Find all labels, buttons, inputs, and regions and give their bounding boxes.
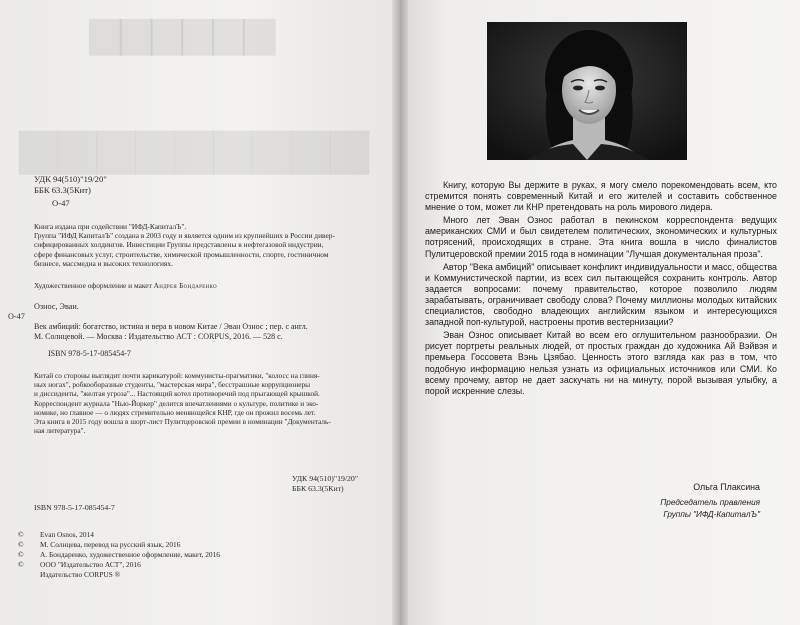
notice-line: Группа "ИФД КапиталЪ" создана в 2003 году и является одним из крупнейших в России дивер-: [34, 231, 335, 241]
isbn-secondary: ISBN 978-5-17-085454-7: [34, 503, 115, 512]
signature-role: Председатель правления: [660, 498, 760, 507]
biblio-line: М. Солнцевой. — Москва : Издательство АСТ : CORPUS, 2016. — 528 с.: [34, 332, 283, 341]
abstract-line: и диссиденты, "желтая угроза"... Настоящий котел противоречий под прыгающей крышкой.: [34, 389, 320, 399]
isbn-primary: ISBN 978-5-17-085454-7: [48, 349, 131, 358]
udk-line: УДК 94(510)"19/20": [292, 474, 359, 483]
copyright-row: [18, 570, 220, 580]
signature-name: Ольга Плаксина: [693, 482, 760, 492]
copyright-symbol: ©: [18, 530, 24, 539]
author-heading: Ознос, Эван.: [34, 302, 79, 311]
foreword-paragraph: Эван Ознос описывает Китай во всем его оглушительном разнообразии. Он рисует портреты реальных людей, от простых граждан до художника Ай Вэйвэя и премьера Госсовета Вэнь Цзябао. Ценность этого взгляда как раз в том, что подобную информацию нельзя узнать из официальных источников или СМИ. Ко всему прочему, автор не дает заскучать ни на минуту, порой вызывая улыбку, а порой искренние слезы.: [425, 330, 777, 396]
bibliographic-record: [34, 322, 374, 342]
copyright-text: Издательство CORPUS ®: [40, 570, 121, 579]
o47-mark: О-47: [52, 198, 70, 208]
abstract-line: Корреспондент журнала "Нью-Йоркер" делится впечатлениями о культуре, политике и эко-: [34, 398, 319, 408]
copyright-row: [18, 530, 220, 540]
signature-role: Группы "ИФД-КапиталЪ": [663, 510, 760, 519]
foreword-paragraph: Много лет Эван Ознос работал в пекинском корреспондента ведущих американских СМИ и был свидетелем политических, экономических и культурных потрясений, происходящих в стране. Эта книга вошла в число финалистов Пулитцеровской премии 2015 года в номинации "Лучшая документальная проза".: [425, 215, 777, 259]
foreword-signature: [660, 481, 760, 521]
copyright-list: [18, 530, 220, 580]
notice-line: сифицированных холдингов. Инвестиции Группы представлены в нефтегазовой индустрии,: [34, 240, 324, 250]
show-through-mark: ▆▆▆▆▆▆▆▆▆: [18, 120, 369, 173]
foreword-text: [425, 180, 777, 399]
foreword-paragraph: Книгу, которую Вы держите в руках, я могу смело порекомендовать всем, кто стремится понять современный Китай и его жителей и составить собственное мнение о том, может ли КНР претендовать на роль мирового лидера.: [425, 180, 777, 213]
bbk-line: ББК 63.3(5Кит): [34, 185, 91, 195]
copyright-symbol: ©: [18, 540, 24, 549]
notice-line: Книга издана при содействии "ИФД-КапиталЪ".: [34, 222, 187, 231]
copyright-symbol: ©: [18, 560, 24, 569]
abstract-line: номике, но главное — о людях стремительно меняющейся КНР, где он прожил восемь лет.: [34, 407, 316, 417]
abstract-line: ная литература".: [34, 426, 86, 436]
notice-line: сфере финансовых услуг, строительстве, химической промышленности, спорте, гостиничном: [34, 249, 329, 259]
o47-side-mark: О-47: [8, 312, 25, 321]
design-credit: [34, 281, 364, 290]
book-abstract: [34, 371, 369, 435]
portrait-illustration: [487, 22, 687, 160]
author-portrait-photo: [487, 22, 687, 160]
copyright-text: М. Солнцева, перевод на русский язык, 2016: [40, 540, 181, 549]
designer-name: Андрея Бондаренко: [153, 281, 217, 290]
abstract-line: ных ногах", робкооборазные студенты, "мастерская мира", бесстрашные коррупционеры: [34, 380, 311, 390]
sponsor-notice: [34, 222, 364, 268]
udk-top: [34, 174, 107, 196]
foreword-paragraph: Автор "Века амбиций" описывает конфликт индивидуальности и масс, общества и Коммунистической партии, из всех сил пытающейся сохранить контроль. Автор задается вопросами: почему правительство, которое позволило людям зарабатывать, ограничивает свободу слова? Почему миллионы молодых китайских специалистов, свободно владеющих английским языком и интересующихся западной поп-культурой, настроены против вестернизации?: [425, 261, 777, 328]
notice-line: бизнесе, массмедиа и высоких технологиях.: [34, 258, 173, 268]
biblio-line: Век амбиций: богатство, истина и вера в новом Китае / Эван Ознос ; пер. с англ.: [34, 322, 308, 331]
copyright-row: [18, 560, 220, 570]
copyright-row: [18, 540, 220, 550]
copyright-row: [18, 550, 220, 560]
show-through-mark: ▆▆▆▆▆▆: [90, 9, 275, 54]
copyright-symbol: ©: [18, 550, 24, 559]
bbk-line: ББК 63.3(5Кит): [292, 483, 344, 493]
abstract-line: Китай со стороны выглядит почти карикатурой: коммунисты-прагматики, "колосс на глиня-: [34, 371, 320, 380]
design-prefix: Художественное оформление и макет: [34, 281, 152, 290]
copyright-text: А. Бондаренко, художественное оформление, макет, 2016: [40, 550, 220, 559]
udk-bottom: [292, 474, 358, 493]
abstract-line: Эта книга в 2015 году вошла в шорт-лист Пулитцеровской премии в номинации "Документаль-: [34, 417, 331, 427]
copyright-text: Evan Osnos, 2014: [40, 530, 94, 539]
copyright-text: ООО "Издательство АСТ", 2016: [40, 560, 141, 569]
book-spine: [392, 0, 408, 625]
udk-line: УДК 94(510)"19/20": [34, 174, 107, 184]
